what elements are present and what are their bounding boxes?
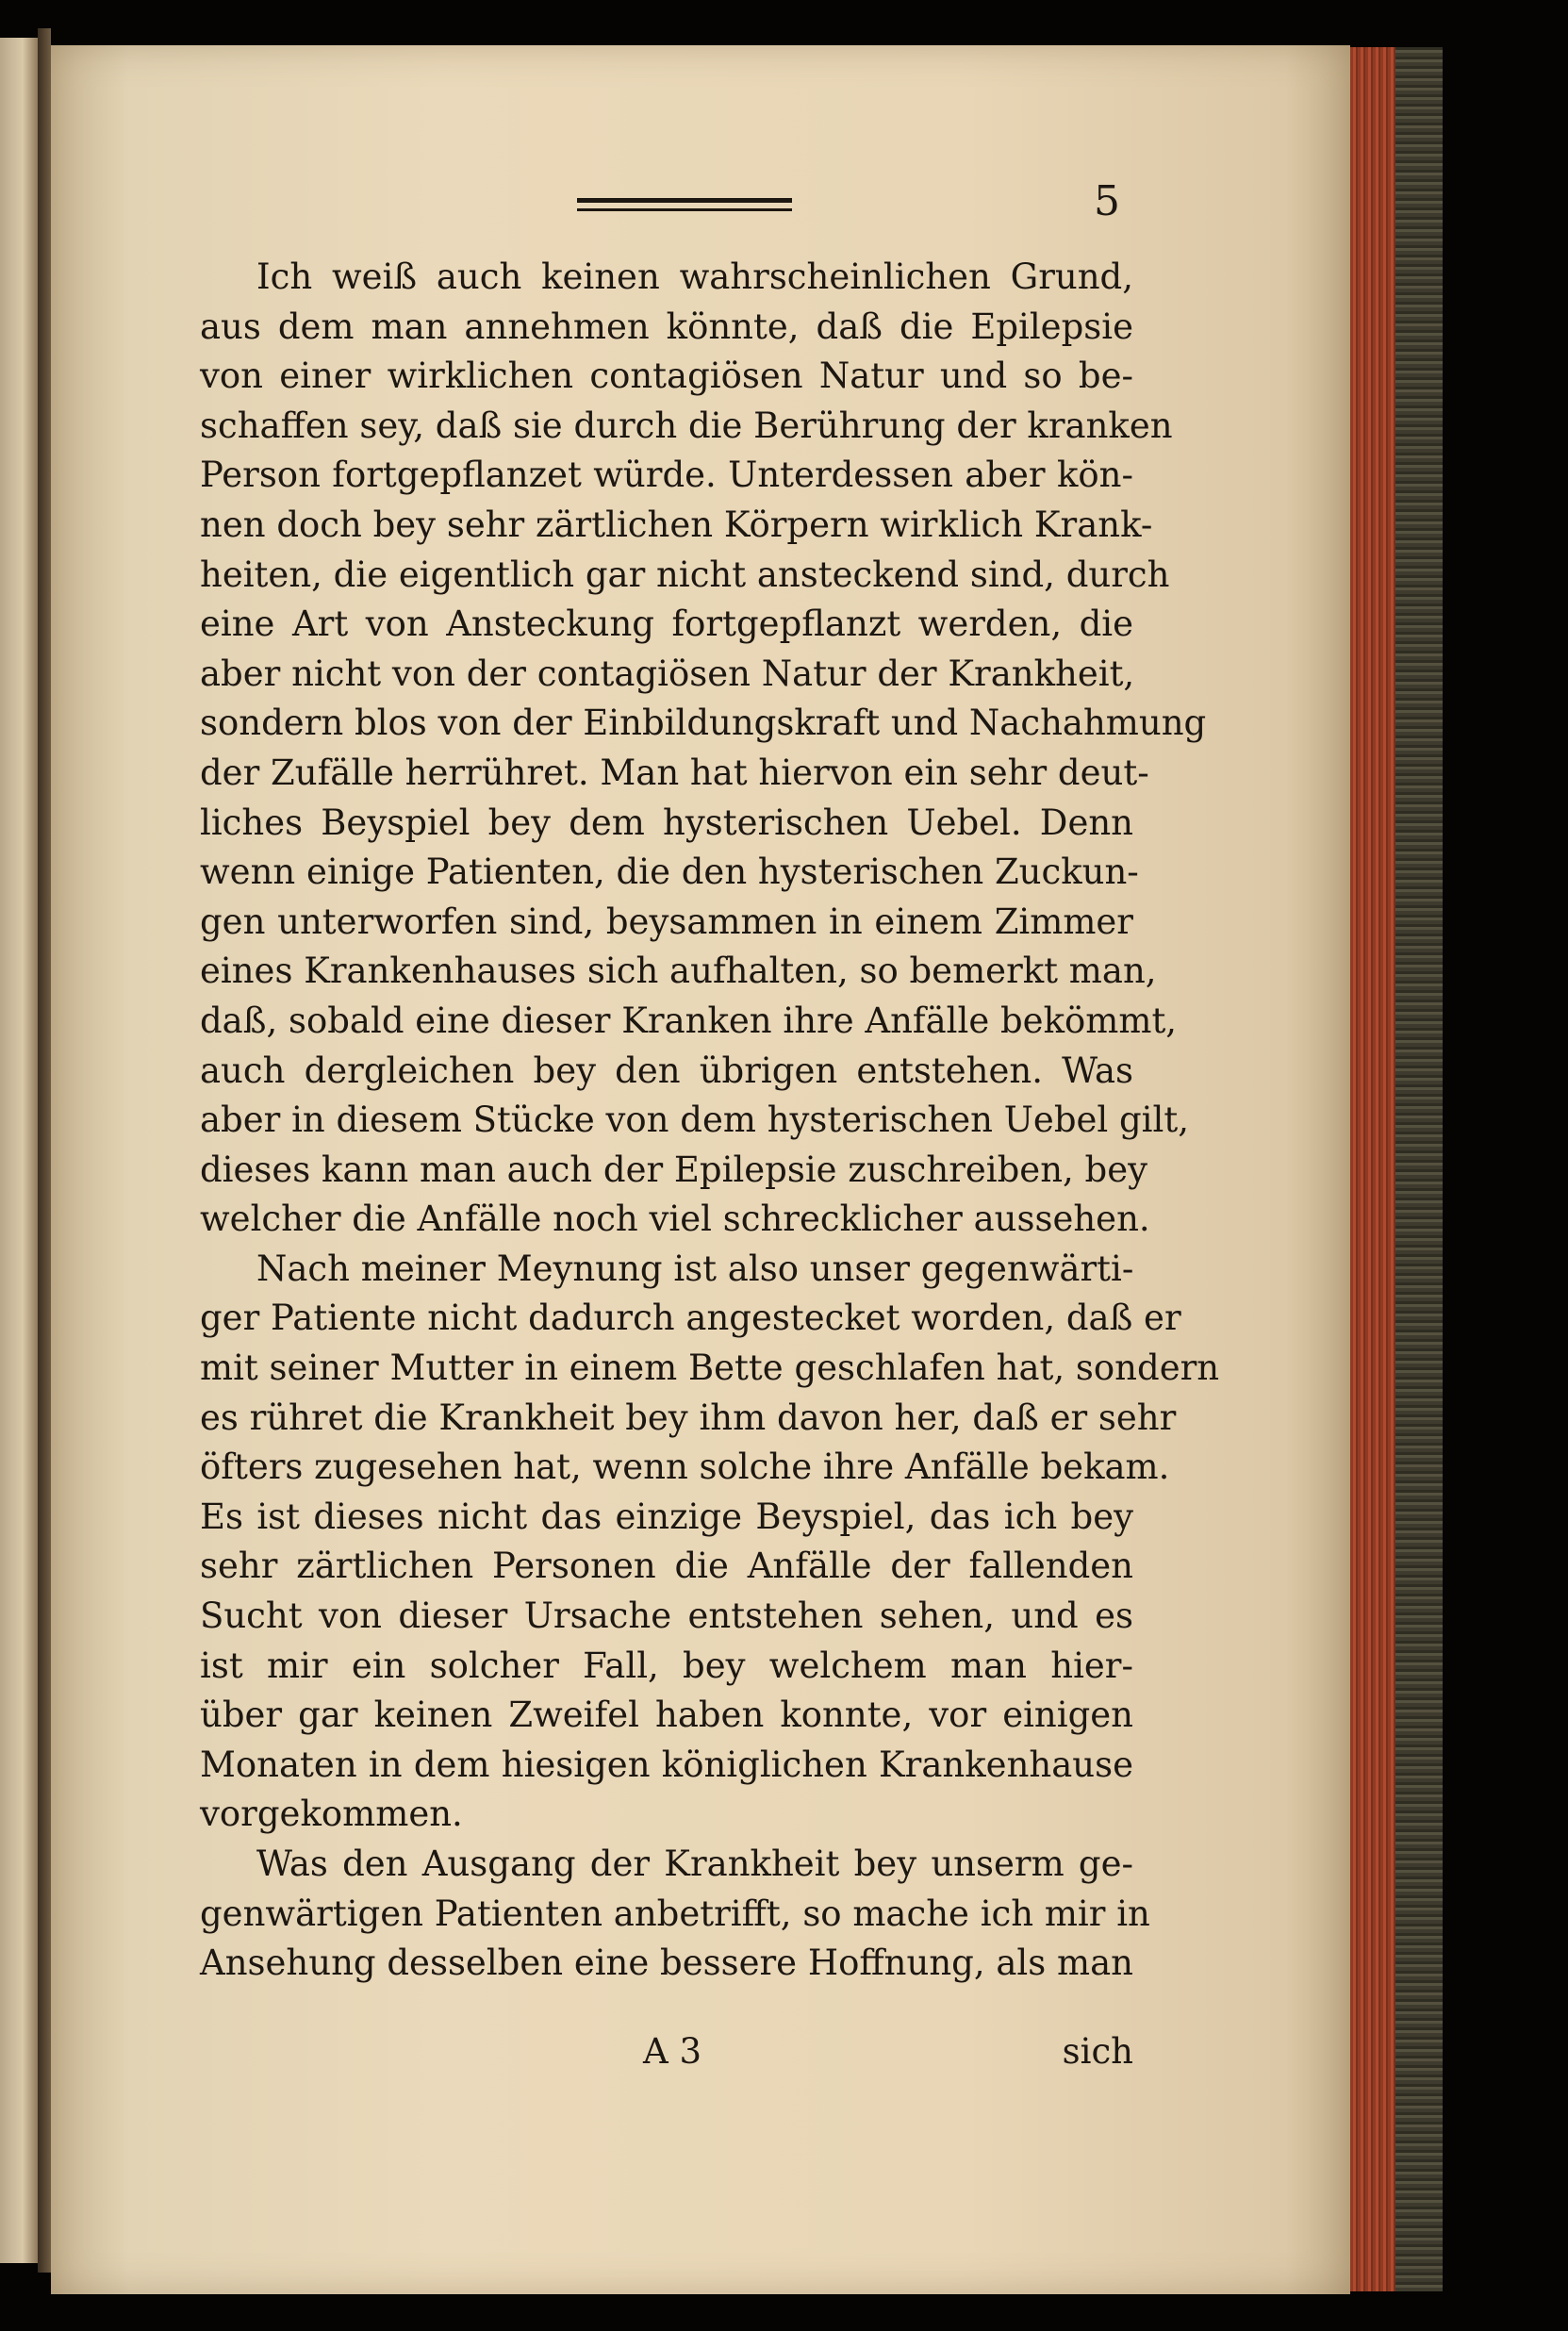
text-line: Nach meiner Meynung ist also unser gegenwärti- bbox=[256, 1248, 1134, 1289]
text-line: mit seiner Mutter in einem Bette geschlafen hat, sondern bbox=[200, 1347, 1220, 1389]
text-line: Es ist dieses nicht das einzige Beyspiel, das ich bey bbox=[200, 1496, 1133, 1537]
text-line: auch dergleichen bey den übrigen entstehen. Was bbox=[200, 1050, 1133, 1091]
text-line: ger Patiente nicht dadurch angestecket worden, daß er bbox=[200, 1298, 1181, 1339]
text-line: schaffen sey, daß sie durch die Berührung der kranken bbox=[200, 405, 1173, 446]
book-cover-edge bbox=[1395, 47, 1443, 2291]
text-line: Ich weiß auch keinen wahrscheinlichen Grund, bbox=[256, 256, 1133, 297]
text-line: vorgekommen. bbox=[200, 1794, 463, 1835]
text-line: gen unterworfen sind, beysammen in einem Zimmer bbox=[200, 901, 1133, 942]
page-block-edge bbox=[1350, 47, 1395, 2291]
text-line: eine Art von Ansteckung fortgepflanzt werden, die bbox=[200, 603, 1133, 645]
text-line: der Zufälle herrühret. Man hat hiervon ein sehr deut- bbox=[200, 752, 1149, 793]
book-gutter bbox=[38, 28, 51, 2273]
page-footer bbox=[200, 2027, 1133, 2076]
text-line: ist mir ein solcher Fall, bey welchem man hier- bbox=[200, 1645, 1133, 1686]
text-line: öfters zugesehen hat, wenn solche ihre Anfälle bekam. bbox=[200, 1447, 1170, 1488]
text-line: Person fortgepflanzet würde. Unterdessen aber kön- bbox=[200, 455, 1133, 496]
text-line: daß, sobald eine dieser Kranken ihre Anfälle bekömmt, bbox=[200, 1000, 1178, 1041]
text-line: nen doch bey sehr zärtlichen Körpern wirklich Krank- bbox=[200, 504, 1153, 545]
text-line: aus dem man annehmen könnte, daß die Epilepsie bbox=[200, 306, 1133, 347]
text-line: sondern blos von der Einbildungskraft und Nachahmung bbox=[200, 703, 1207, 744]
text-line: wenn einige Patienten, die den hysterischen Zuckun- bbox=[200, 851, 1139, 893]
text-line: Ansehung desselben eine bessere Hoffnung, als man bbox=[200, 1942, 1133, 1984]
text-line: Monaten in dem hiesigen königlichen Krankenhause bbox=[200, 1744, 1133, 1785]
text-line: von einer wirklichen contagiösen Natur und so be- bbox=[200, 355, 1133, 397]
text-line: Was den Ausgang der Krankheit bey unserm ge- bbox=[256, 1843, 1133, 1884]
text-line: genwärtigen Patienten anbetrifft, so mache ich mir in bbox=[200, 1893, 1150, 1934]
text-line: sehr zärtlichen Personen die Anfälle der fallenden bbox=[200, 1546, 1133, 1587]
text-line: welcher die Anfälle noch viel schrecklicher aussehen. bbox=[200, 1199, 1150, 1240]
body-text bbox=[200, 253, 1220, 1989]
text-line: heiten, die eigentlich gar nicht ansteckend sind, durch bbox=[200, 554, 1170, 595]
page-number: 5 bbox=[1094, 177, 1120, 225]
text-line: dieses kann man auch der Epilepsie zuschreiben, bey bbox=[200, 1149, 1148, 1190]
text-line: es rühret die Krankheit bey ihm davon her, daß er sehr bbox=[200, 1397, 1177, 1438]
text-line: über gar keinen Zweifel haben konnte, vor einigen bbox=[200, 1695, 1133, 1736]
text-line: eines Krankenhauses sich aufhalten, so bemerkt man, bbox=[200, 951, 1157, 992]
text-line: Sucht von dieser Ursache entstehen sehen, und es bbox=[200, 1595, 1133, 1637]
signature-mark: A 3 bbox=[643, 2031, 702, 2072]
header-rule bbox=[577, 198, 792, 211]
text-line: aber in diesem Stücke von dem hysterischen Uebel gilt, bbox=[200, 1099, 1189, 1141]
text-line: aber nicht von der contagiösen Natur der Krankheit, bbox=[200, 653, 1135, 694]
text-line: liches Beyspiel bey dem hysterischen Uebel. Denn bbox=[200, 802, 1133, 843]
facing-page-edge bbox=[0, 38, 38, 2263]
catchword: sich bbox=[1062, 2031, 1133, 2072]
